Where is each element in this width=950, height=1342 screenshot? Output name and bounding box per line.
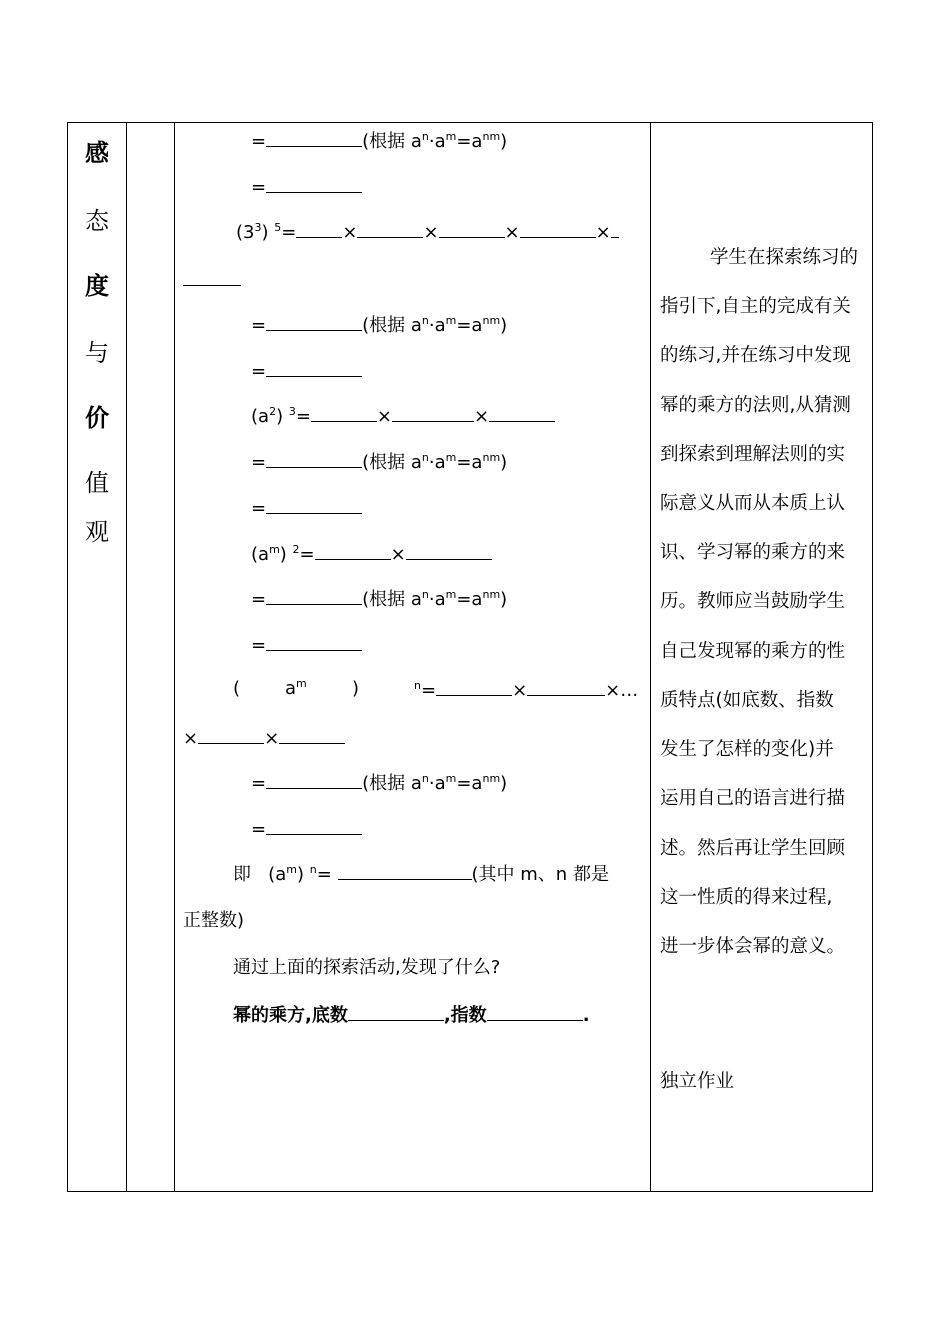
- objective-char: 态: [85, 207, 109, 235]
- expr-line: $^n$= × ×…: [414, 679, 639, 701]
- note-line: 质特点(如底数、指数: [660, 690, 834, 711]
- expr-wrap-line: × ×: [183, 725, 345, 751]
- basis-line: = (根据 $a^n\cdot a^m=a^{nm}$): [251, 314, 508, 336]
- expr-base: $a^m$: [285, 677, 307, 699]
- result-line: =: [251, 816, 362, 842]
- objective-char: 度: [85, 272, 109, 300]
- objective-char: 价: [85, 404, 109, 432]
- note-line: 指引下,自主的完成有关: [660, 296, 851, 317]
- note-line: 自己发现幂的乘方的性: [660, 641, 846, 662]
- basis-line: = (根据 $a^n\cdot a^m=a^{nm}$): [251, 772, 508, 794]
- note-line: 幂的乘方的法则,从猜测: [660, 395, 851, 416]
- empty-column: [126, 123, 175, 1191]
- expr-line: $(a^m) ^2=$ ×: [251, 541, 492, 567]
- objective-char: 观: [85, 518, 109, 546]
- expr-close-paren: ): [352, 678, 360, 699]
- note-line: 述。然后再让学生回顾: [660, 838, 846, 859]
- objective-char: 值: [85, 469, 109, 497]
- rule-statement: 幂的乘方,底数 ,指数 .: [233, 1002, 590, 1028]
- note-line: 进一步体会幂的意义。: [660, 936, 846, 957]
- result-line: =: [251, 358, 362, 384]
- note-line: 运用自己的语言进行描: [660, 788, 846, 809]
- lesson-table: [67, 122, 873, 1192]
- expr-line: $(a^2) ^3=$ × ×: [251, 403, 555, 429]
- basis-line: = (根据 $a^n\cdot a^m=a^{nm}$): [251, 130, 508, 152]
- conclusion-line: 即 $(a^m)$ $^n$= (其中 m、n 都是: [233, 863, 609, 885]
- note-line: 学生在探索练习的: [710, 247, 859, 268]
- objective-char: 与: [85, 339, 109, 367]
- expr-line: $(3^3) ^5=$ × × × ×: [236, 219, 619, 245]
- result-line: =: [251, 632, 362, 658]
- note-line: 发生了怎样的变化)并: [660, 739, 834, 760]
- note-line: 的练习,并在练习中发现: [660, 345, 851, 366]
- expr-wrap-line: [183, 267, 241, 293]
- conclusion-wrap: 正整数): [183, 910, 245, 931]
- expr-open-paren: (: [233, 678, 241, 699]
- exercise-column: [174, 123, 651, 1191]
- result-line: =: [251, 174, 362, 200]
- note-line: 到探索到理解法则的实: [660, 444, 846, 465]
- result-line: =: [251, 495, 362, 521]
- basis-line: = (根据 $a^n\cdot a^m=a^{nm}$): [251, 588, 508, 610]
- note-line: 际意义从而从本质上认: [660, 493, 846, 514]
- basis-line: = (根据 $a^n\cdot a^m=a^{nm}$): [251, 451, 508, 473]
- discovery-question: 通过上面的探索活动,发现了什么?: [233, 957, 501, 978]
- note-line: 历。教师应当鼓励学生: [660, 591, 846, 612]
- teaching-notes-column: [650, 123, 872, 1191]
- note-line: 识、学习幂的乘方的来: [660, 542, 846, 563]
- note-line: 这一性质的得来过程,: [660, 887, 833, 908]
- homework-note: 独立作业: [660, 1071, 735, 1092]
- objective-column: [68, 123, 127, 1191]
- objective-char: 感: [85, 139, 109, 167]
